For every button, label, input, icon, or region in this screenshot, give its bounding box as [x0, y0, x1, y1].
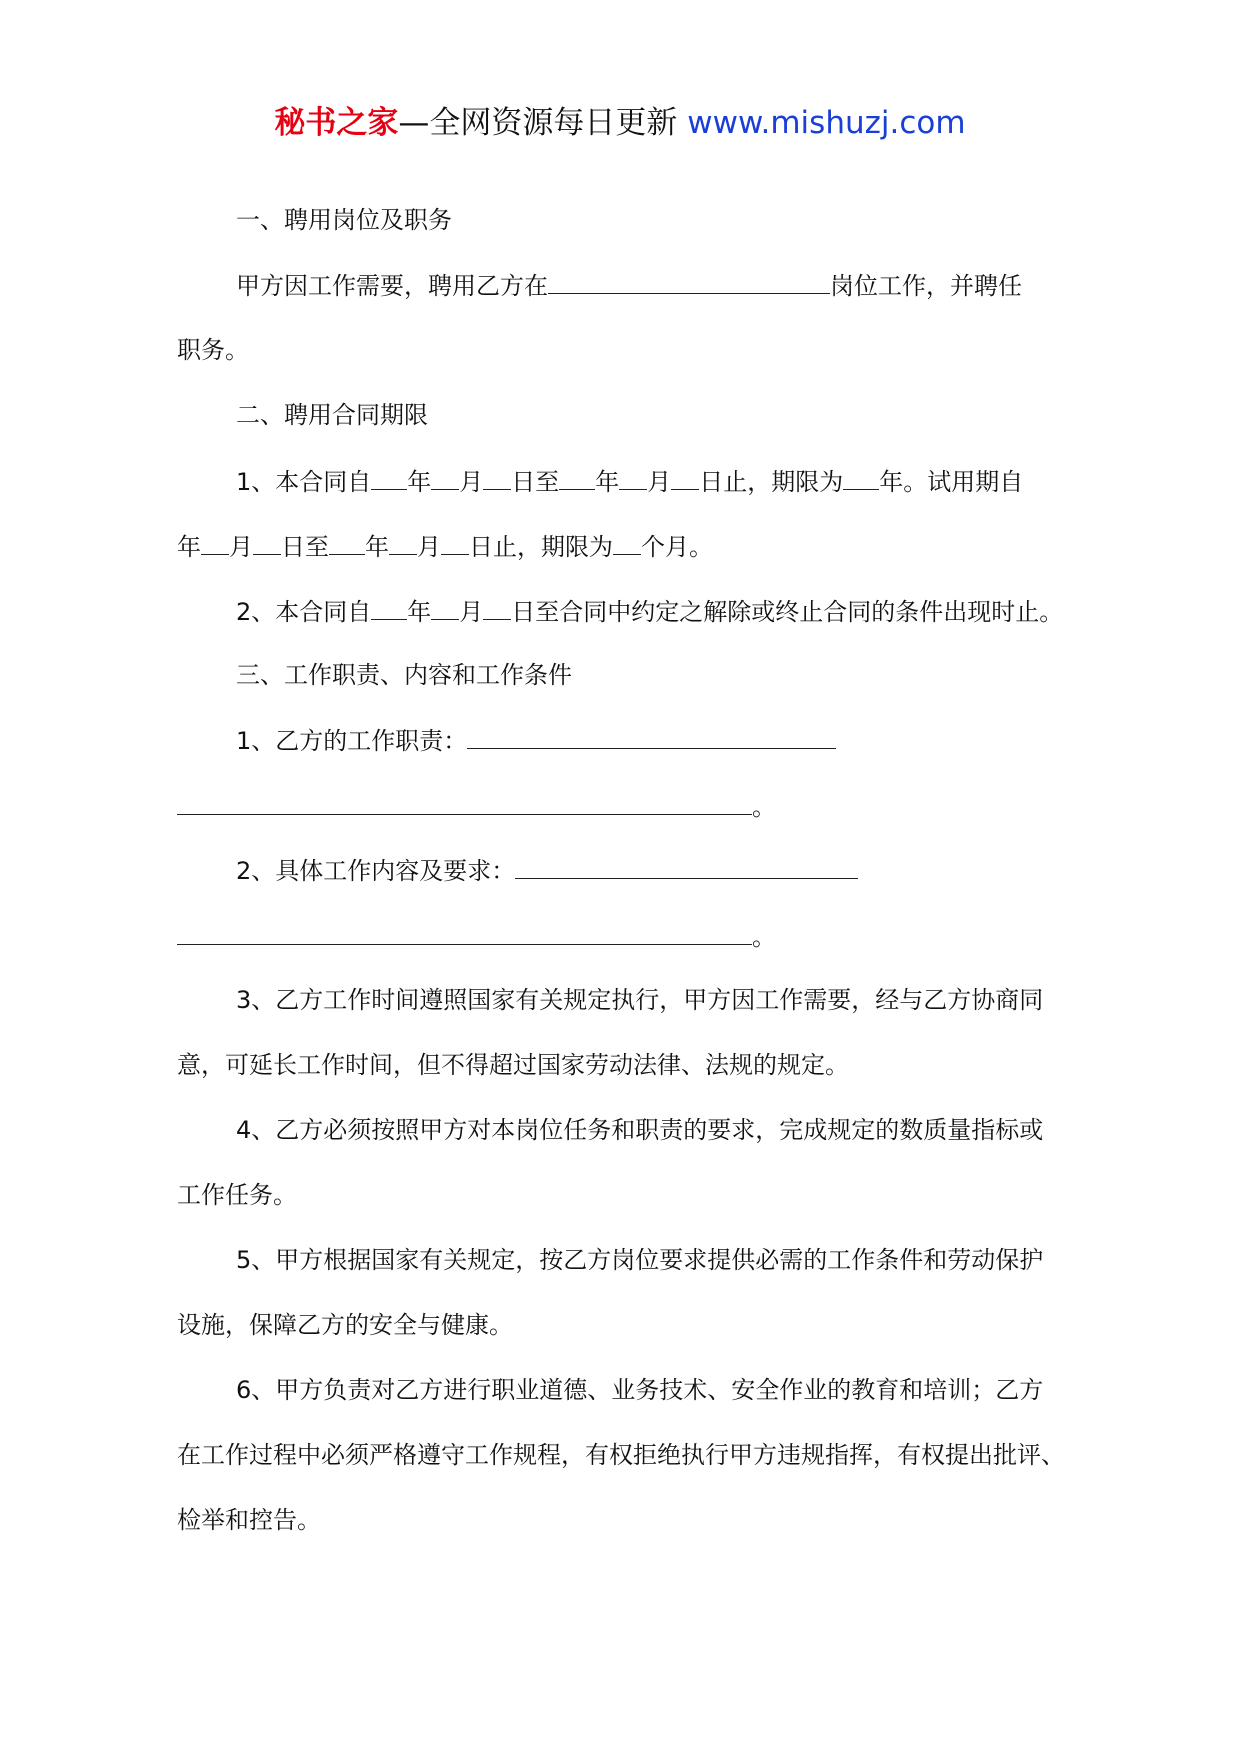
site-url-link[interactable]: www.mishuzj.com	[687, 105, 966, 141]
duty-blank[interactable]	[467, 722, 836, 749]
text: 日止，期限为	[469, 533, 613, 561]
month-blank[interactable]	[389, 528, 417, 555]
text: 岗位工作，并聘任	[830, 272, 1022, 300]
s3-duty-continuation	[177, 788, 776, 824]
day-blank[interactable]	[483, 593, 511, 620]
duty-blank-continued[interactable]	[177, 788, 752, 815]
month-blank[interactable]	[201, 528, 229, 555]
s3-content-continuation	[177, 918, 776, 954]
year-blank[interactable]	[371, 463, 407, 490]
text: 日至合同中约定之解除或终止合同的条件出现时止。	[511, 598, 1064, 626]
s3-p6-line-2: 在工作过程中必须严格遵守工作规程，有权拒绝执行甲方违规指挥，有权提出批评、	[177, 1441, 1065, 1469]
text: 月	[459, 468, 484, 496]
text: 年	[365, 533, 389, 561]
text: 日至	[511, 468, 560, 496]
text: 月	[229, 533, 253, 561]
text: 2、具体工作内容及要求：	[236, 857, 516, 885]
month-blank[interactable]	[619, 463, 647, 490]
text: 年	[407, 598, 432, 626]
text: 年	[177, 533, 201, 561]
s3-p5-line-1: 5、甲方根据国家有关规定，按乙方岗位要求提供必需的工作条件和劳动保护	[236, 1246, 1044, 1274]
s3-p5-line-2: 设施，保障乙方的安全与健康。	[177, 1311, 513, 1339]
s3-p6-line-3: 检举和控告。	[177, 1506, 321, 1534]
content-blank-continued[interactable]	[177, 918, 752, 945]
s3-p6-line-1: 6、甲方负责对乙方进行职业道德、业务技术、安全作业的教育和培训；乙方	[236, 1376, 1044, 1404]
text: 日至	[281, 533, 329, 561]
s2-term-2	[236, 593, 1063, 629]
s2-term-line-1	[236, 463, 1023, 499]
brand-name: 秘书之家	[274, 105, 399, 141]
text: 月	[459, 598, 484, 626]
text: 甲方因工作需要，聘用乙方在	[236, 272, 548, 300]
day-blank[interactable]	[671, 463, 699, 490]
s2-term-line-2	[177, 528, 713, 564]
text: 1、本合同自	[236, 468, 372, 496]
text: 月	[417, 533, 441, 561]
text: 年。试用期自	[879, 468, 1024, 496]
day-blank[interactable]	[483, 463, 511, 490]
day-blank[interactable]	[441, 528, 469, 555]
content-blank[interactable]	[515, 852, 858, 879]
s3-p4-line-1: 4、乙方必须按照甲方对本岗位任务和职责的要求，完成规定的数质量指标或	[236, 1116, 1044, 1144]
year-blank[interactable]	[559, 463, 595, 490]
text: 年	[595, 468, 620, 496]
text: 。	[752, 923, 776, 951]
text: 日止，期限为	[699, 468, 844, 496]
month-blank[interactable]	[431, 593, 459, 620]
s3-duty-line	[236, 722, 836, 758]
tagline: —全网资源每日更新	[398, 105, 678, 141]
text: 。	[752, 793, 776, 821]
section-2-heading: 二、聘用合同期限	[236, 401, 428, 429]
text: 月	[647, 468, 672, 496]
year-blank[interactable]	[371, 593, 407, 620]
months-count-blank[interactable]	[613, 528, 641, 555]
position-blank[interactable]	[548, 267, 830, 294]
text: 2、本合同自	[236, 598, 372, 626]
s3-content-line	[236, 852, 858, 888]
text: 个月。	[641, 533, 713, 561]
text: 1、乙方的工作职责：	[236, 727, 468, 755]
section-3-heading: 三、工作职责、内容和工作条件	[236, 661, 572, 689]
year-blank[interactable]	[329, 528, 365, 555]
month-blank[interactable]	[431, 463, 459, 490]
years-count-blank[interactable]	[843, 463, 879, 490]
site-header	[0, 100, 1240, 146]
s3-p3-line-2: 意，可延长工作时间，但不得超过国家劳动法律、法规的规定。	[177, 1051, 849, 1079]
day-blank[interactable]	[253, 528, 281, 555]
text: 年	[407, 468, 432, 496]
s3-p3-line-1: 3、乙方工作时间遵照国家有关规定执行，甲方因工作需要，经与乙方协商同	[236, 986, 1044, 1014]
s1-paragraph-line-2: 职务。	[177, 336, 249, 364]
s3-p4-line-2: 工作任务。	[177, 1181, 297, 1209]
section-1-heading: 一、聘用岗位及职务	[236, 206, 452, 234]
s1-paragraph-line-1	[236, 267, 1022, 303]
